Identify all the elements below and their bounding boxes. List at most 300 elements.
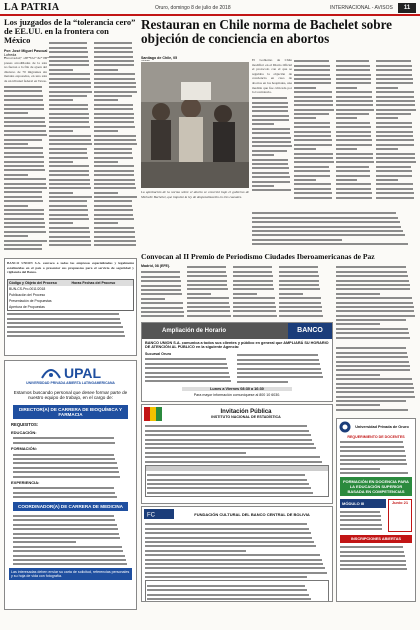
- main-article-dateline: Santiago de Chile, 05: [141, 56, 178, 60]
- text-line: [147, 474, 305, 476]
- text-line: [49, 192, 73, 194]
- text-line: [336, 396, 415, 398]
- text-line: [49, 73, 90, 75]
- text-line: [94, 135, 136, 137]
- text-line: [294, 109, 334, 111]
- upal-logo: [5, 361, 136, 381]
- ampliacion-banner: Ampliación de Horario: [142, 323, 288, 339]
- text-line: [141, 285, 181, 287]
- text-line: [340, 515, 381, 517]
- text-line: [376, 113, 411, 115]
- text-line: [49, 139, 91, 141]
- text-line: [145, 528, 309, 530]
- university-program: FORMACIÓN EN DOCENCIA PARA LA EDUCACIÓN SUPERIOR BASADA EN COMPETENCIAS: [340, 477, 412, 496]
- text-line: [376, 82, 413, 84]
- text-line: [49, 231, 90, 233]
- text-line: [376, 179, 398, 181]
- text-line: [294, 144, 332, 146]
- text-line: [49, 42, 87, 44]
- university-footer-text: [337, 546, 415, 570]
- main-article-col1: [252, 58, 292, 208]
- upal-req-education: EDUCACIÓN:: [11, 430, 37, 435]
- text-line: [4, 196, 42, 198]
- text-line: [340, 524, 382, 526]
- text-line: [141, 289, 181, 291]
- ampliacion-branch-list: [145, 358, 237, 382]
- notice-row: BUN-CS-Pro-0011/2018: [9, 286, 46, 291]
- text-line: [279, 302, 321, 304]
- text-line: [13, 471, 119, 473]
- text-line: [294, 161, 334, 163]
- text-line: [252, 167, 289, 169]
- text-line: [252, 97, 287, 99]
- text-line: [252, 212, 396, 214]
- text-line: [4, 169, 45, 171]
- text-line: [49, 227, 89, 229]
- text-line: [7, 318, 120, 320]
- text-line: [294, 139, 332, 141]
- text-line: [294, 153, 333, 155]
- text-line: [13, 524, 117, 526]
- text-line: [13, 476, 120, 478]
- text-line: [145, 358, 226, 360]
- text-line: [376, 139, 414, 141]
- text-line: [94, 187, 136, 189]
- text-line: [4, 191, 42, 193]
- text-line: [336, 356, 408, 358]
- notice-table-title: Código y Objeto del Proceso: [9, 280, 57, 285]
- text-line: [49, 196, 92, 198]
- text-line: [336, 188, 371, 190]
- upal-emblem-icon: [40, 366, 62, 380]
- text-line: [94, 240, 136, 242]
- text-line: [145, 452, 246, 454]
- text-line: [340, 511, 380, 513]
- text-line: [4, 231, 46, 233]
- text-line: [49, 69, 73, 71]
- text-line: [145, 550, 246, 552]
- text-line: [376, 157, 415, 159]
- main-article-col2: [294, 58, 334, 208]
- text-line: [252, 172, 289, 174]
- text-line: [13, 555, 125, 557]
- text-line: [145, 372, 229, 374]
- university-module-text: [340, 511, 386, 531]
- text-line: [4, 143, 28, 145]
- text-line: [336, 139, 372, 141]
- upal-intro: Estamos buscando personal que desee formar parte de nuestro equipo de trabajo, en el cargo de:: [13, 390, 128, 400]
- text-line: [252, 141, 291, 143]
- text-line: [94, 126, 135, 128]
- text-line: [49, 60, 89, 62]
- text-line: [294, 91, 332, 93]
- text-line: [94, 236, 135, 238]
- text-line: [94, 108, 133, 110]
- ampliacion-footer: Para mayor información comuníquese al 800 10 6030.: [193, 393, 281, 398]
- text-line: [376, 69, 412, 71]
- text-line: [7, 335, 125, 337]
- text-line: [336, 60, 369, 62]
- text-line: [147, 594, 309, 596]
- ine-title: Invitación Pública: [220, 409, 272, 415]
- text-line: [237, 359, 319, 361]
- main-article-headline: Restauran en Chile norma de Bachelet sobre objeción de conciencia en abortos: [141, 18, 393, 46]
- text-line: [145, 380, 231, 382]
- text-line: [49, 121, 89, 123]
- text-line: [294, 131, 331, 133]
- text-line: [49, 205, 87, 207]
- text-line: [4, 156, 44, 158]
- header-rule: [0, 14, 420, 16]
- text-line: [376, 96, 414, 98]
- text-line: [336, 337, 410, 339]
- text-line: [252, 115, 289, 117]
- text-line: [187, 284, 227, 286]
- text-line: [376, 131, 413, 133]
- text-line: [340, 519, 381, 521]
- text-line: [141, 302, 183, 304]
- protest-photo-graphic: [141, 62, 249, 188]
- text-line: [336, 315, 415, 317]
- text-line: [336, 328, 408, 330]
- text-line: [94, 161, 118, 163]
- text-line: [94, 157, 133, 159]
- notice-more-text: [5, 313, 136, 337]
- bolivia-shield-icon: [144, 407, 162, 421]
- text-line: [49, 209, 88, 211]
- convocan-col4: [279, 264, 323, 319]
- text-line: [336, 87, 357, 89]
- text-line: [4, 112, 28, 114]
- convocan-col1: [141, 269, 185, 319]
- text-line: [233, 310, 276, 312]
- text-line: [294, 126, 330, 128]
- text-line: [187, 302, 229, 304]
- text-line: [4, 213, 44, 215]
- convocan-col2: [187, 264, 231, 319]
- text-line: [94, 196, 137, 198]
- text-line: [94, 51, 133, 53]
- notice-row: Publicación del Proceso: [9, 292, 46, 297]
- text-line: [13, 528, 118, 530]
- text-line: [49, 152, 87, 154]
- text-line: [294, 188, 331, 190]
- text-line: [233, 297, 275, 299]
- page-number: 11: [398, 3, 416, 13]
- text-line: [294, 179, 316, 181]
- text-line: [294, 69, 330, 71]
- text-line: [13, 541, 76, 543]
- text-line: [294, 60, 329, 62]
- text-line: [279, 275, 319, 277]
- text-line: [336, 271, 407, 273]
- left-article-col3: [94, 40, 137, 256]
- text-line: [94, 183, 135, 185]
- text-line: [145, 447, 316, 449]
- convocan-dateline: Madrid, 08 (EFE).: [141, 264, 171, 268]
- upal-req-education-text: [13, 437, 128, 443]
- text-line: [252, 176, 290, 178]
- text-line: [376, 100, 415, 102]
- text-line: [13, 563, 127, 565]
- text-line: [94, 200, 132, 202]
- text-line: [233, 302, 275, 304]
- text-line: [336, 135, 371, 137]
- upal-position-2-text: [13, 515, 128, 565]
- text-line: [376, 144, 414, 146]
- text-line: [336, 122, 370, 124]
- text-line: [340, 441, 403, 443]
- text-line: [252, 239, 342, 241]
- text-line: [49, 126, 90, 128]
- text-line: [4, 139, 42, 141]
- upal-position-2: COORDINADOR(A) DE CARRERA DE MEDICINA: [13, 502, 128, 511]
- text-line: [49, 130, 73, 132]
- text-line: [187, 280, 227, 282]
- right-article-text-2: [336, 345, 416, 415]
- text-line: [336, 284, 410, 286]
- text-line: [4, 174, 28, 176]
- text-line: [336, 153, 373, 155]
- header-section: INTERNACIONAL - AVISOS: [330, 5, 393, 11]
- notice-table-title2: Horas Fechas del Proceso: [71, 280, 116, 285]
- text-line: [13, 533, 119, 535]
- text-line: [376, 87, 398, 89]
- text-line: [233, 275, 273, 277]
- text-line: [145, 456, 320, 458]
- text-line: [94, 47, 132, 49]
- text-line: [145, 559, 322, 561]
- text-line: [336, 365, 410, 367]
- text-line: [94, 91, 137, 93]
- text-line: [252, 137, 291, 139]
- main-article-photo-caption: La aprobación de la norma sobre el aborto se concretó bajo el gobierno de Michelle Bachelet, que impulsó la ley de despenalización en tres causales.: [141, 190, 249, 199]
- text-line: [252, 243, 408, 245]
- text-line: [4, 147, 43, 149]
- text-line: [49, 222, 73, 224]
- text-line: [94, 174, 134, 176]
- fcbcb-title: FUNDACIÓN CULTURAL DEL BANCO CENTRAL DE BOLIVIA: [194, 511, 310, 517]
- text-line: [4, 108, 44, 110]
- bancounion-ampliacion: [141, 322, 333, 402]
- text-line: [336, 179, 357, 181]
- text-line: [4, 205, 28, 207]
- text-line: [49, 183, 90, 185]
- text-line: [49, 104, 88, 106]
- text-line: [336, 302, 413, 304]
- text-line: [145, 523, 307, 525]
- right-article-text: [336, 264, 416, 344]
- text-line: [340, 546, 403, 548]
- upal-req-experience-text: [13, 487, 128, 498]
- text-line: [252, 150, 287, 152]
- text-line: [336, 306, 414, 308]
- text-line: [252, 102, 288, 104]
- text-line: [49, 56, 88, 58]
- text-line: [4, 187, 47, 189]
- text-line: [145, 545, 316, 547]
- text-line: [13, 454, 114, 456]
- text-line: [336, 148, 357, 150]
- text-line: [376, 126, 412, 128]
- text-line: [252, 221, 400, 223]
- bancounion-notice: [4, 258, 137, 356]
- text-line: [376, 117, 398, 119]
- bancounion-notice-text: BANCO UNION S.A. convoca a todas las empresas especializadas y legalmente establecidas en el país a presentar sus propuestas para el servicio de seguridad y vigilancia del Banco.: [7, 261, 134, 275]
- text-line: [237, 372, 322, 374]
- text-line: [94, 56, 133, 58]
- text-line: [7, 331, 124, 333]
- text-line: [94, 117, 134, 119]
- text-line: [49, 108, 88, 110]
- text-line: [336, 157, 373, 159]
- text-line: [279, 297, 321, 299]
- text-line: [4, 95, 43, 97]
- text-line: [94, 152, 132, 154]
- text-line: [294, 175, 330, 177]
- page-header: [0, 0, 420, 18]
- text-line: [336, 288, 410, 290]
- text-line: [376, 175, 412, 177]
- text-line: [94, 99, 118, 101]
- text-line: [94, 69, 118, 71]
- text-line: [4, 165, 44, 167]
- text-line: [233, 315, 277, 317]
- text-line: [336, 96, 372, 98]
- text-line: [4, 248, 42, 250]
- text-line: [145, 376, 230, 378]
- text-line: [49, 179, 90, 181]
- text-line: [252, 128, 290, 130]
- text-line: [376, 188, 413, 190]
- fcbcb-notice: [141, 506, 333, 602]
- text-line: [294, 157, 333, 159]
- text-line: [336, 104, 373, 106]
- ine-text: [142, 425, 332, 462]
- svg-text:FC: FC: [147, 512, 155, 519]
- text-line: [336, 293, 380, 295]
- text-line: [145, 439, 312, 441]
- ampliacion-branch: Sucursal Oruro: [145, 352, 172, 356]
- text-line: [336, 65, 370, 67]
- text-line: [336, 323, 380, 325]
- text-line: [252, 106, 288, 108]
- text-line: [376, 170, 412, 172]
- fcbcb-text: [142, 523, 332, 578]
- text-line: [4, 99, 43, 101]
- text-line: [294, 197, 332, 199]
- text-line: [145, 563, 323, 565]
- text-line: [94, 165, 134, 167]
- text-line: [340, 455, 406, 457]
- text-line: [376, 197, 414, 199]
- text-line: [336, 332, 409, 334]
- text-line: [237, 363, 320, 365]
- ampliacion-branch-list-2: [237, 352, 329, 385]
- banco-union-logo: BANCO UNION: [288, 323, 332, 339]
- text-line: [49, 218, 89, 220]
- text-line: [13, 559, 126, 561]
- text-line: [13, 550, 123, 552]
- text-line: [94, 214, 133, 216]
- text-line: [237, 381, 288, 383]
- text-line: [336, 166, 369, 168]
- text-line: [94, 209, 133, 211]
- text-line: [336, 310, 414, 312]
- text-line: [94, 130, 118, 132]
- university-module: MÓDULO III: [340, 499, 386, 508]
- text-line: [4, 218, 44, 220]
- text-line: [294, 113, 329, 115]
- ine-org: INSTITUTO NACIONAL DE ESTADÍSTICA: [211, 415, 281, 419]
- text-line: [294, 122, 330, 124]
- text-line: [294, 170, 330, 172]
- text-line: [279, 288, 320, 290]
- text-line: [49, 64, 89, 66]
- text-line: [4, 117, 45, 119]
- text-line: [94, 82, 136, 84]
- text-line: [13, 458, 115, 460]
- upal-req-experience: EXPERIENCIA:: [11, 479, 40, 485]
- text-line: [279, 306, 322, 308]
- text-line: [94, 192, 118, 194]
- text-line: [7, 326, 123, 328]
- text-line: [252, 119, 289, 121]
- text-line: [336, 297, 412, 299]
- text-line: [141, 280, 181, 282]
- text-line: [94, 148, 132, 150]
- text-line: [4, 209, 44, 211]
- text-line: [336, 117, 357, 119]
- text-line: [279, 315, 323, 317]
- text-line: [279, 310, 322, 312]
- text-line: [4, 161, 44, 163]
- text-line: [376, 122, 412, 124]
- text-line: [376, 153, 415, 155]
- university-logo-icon: [339, 421, 351, 433]
- text-line: [336, 183, 371, 185]
- text-line: [145, 576, 307, 578]
- text-line: [49, 170, 89, 172]
- text-line: [4, 178, 46, 180]
- left-article-headline: Los juzgados de la “tolerancia cero” de EE.UU. en la frontera con México: [4, 18, 136, 45]
- text-line: [279, 280, 319, 282]
- text-line: [147, 483, 309, 485]
- university-ad-text: [337, 441, 415, 474]
- text-line: [49, 200, 87, 202]
- text-line: [49, 99, 73, 101]
- text-line: [294, 78, 331, 80]
- text-line: [145, 461, 322, 463]
- text-line: [233, 271, 272, 273]
- text-line: [147, 585, 305, 587]
- text-line: [376, 65, 412, 67]
- text-line: [336, 170, 370, 172]
- text-line: [187, 275, 227, 277]
- text-line: [49, 47, 87, 49]
- text-line: [187, 271, 226, 273]
- text-line: [141, 315, 184, 317]
- text-line: [252, 123, 274, 125]
- left-article-col2: [49, 40, 92, 256]
- text-line: [252, 217, 398, 219]
- text-line: [145, 367, 228, 369]
- text-line: [13, 462, 117, 464]
- text-line: [294, 192, 332, 194]
- text-line: [336, 82, 371, 84]
- text-line: [94, 227, 134, 229]
- text-line: [252, 163, 288, 165]
